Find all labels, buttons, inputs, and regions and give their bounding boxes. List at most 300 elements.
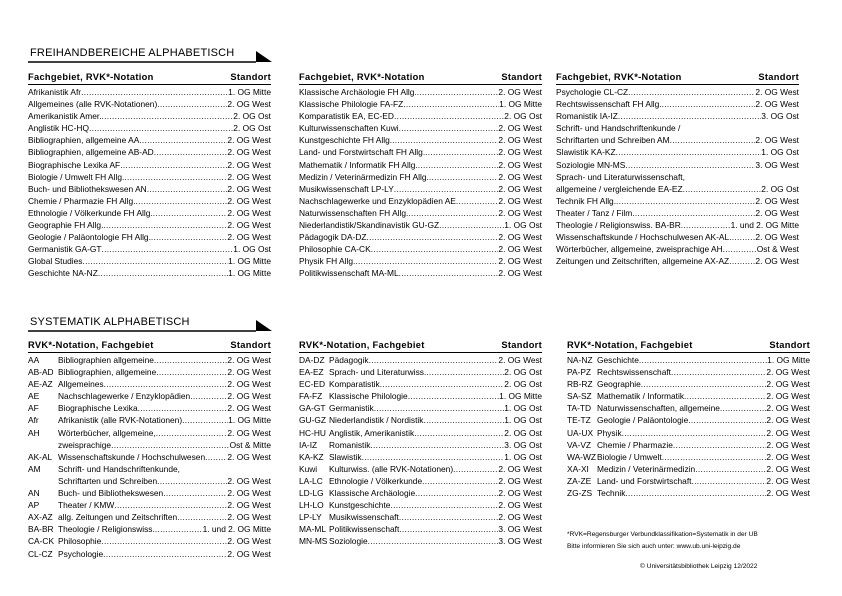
rvk-code: HC-HU <box>299 427 326 438</box>
rvk-code: FA-FZ <box>299 391 323 402</box>
location-label: 2. OG West <box>227 171 271 182</box>
table-row <box>299 535 542 547</box>
location-label: 2. OG West <box>498 135 542 146</box>
dot-leader <box>662 98 756 110</box>
subject-label: Wörterbücher, allgemeine, zweisprachige AH <box>556 244 723 255</box>
subject-label: Klassische Archäologie <box>329 488 416 499</box>
location-label: 3. OG West <box>755 159 799 170</box>
table-row <box>299 427 542 439</box>
location-label: 2. OG West <box>498 500 542 511</box>
table-row <box>28 535 271 547</box>
dot-leader <box>136 195 228 207</box>
dot-leader <box>81 86 228 98</box>
section-title: FREIHANDBEREICHE ALPHABETISCH <box>30 47 235 59</box>
subject-label: Kulturwissenschaften Kuwi <box>299 123 399 134</box>
table-row <box>28 378 271 390</box>
dot-leader <box>399 267 499 279</box>
freihand-column-2 <box>299 71 542 280</box>
dot-leader <box>190 390 227 402</box>
row-list <box>299 354 542 548</box>
table-row <box>299 195 542 207</box>
location-label: 2. OG West <box>227 355 271 365</box>
location-label: 2. OG West <box>227 367 271 378</box>
subject-label: Bibliographien allgemeine <box>58 355 154 365</box>
subject-label: Geographie FH Allg. <box>28 220 104 231</box>
dot-leader <box>89 122 233 134</box>
subject-label: Geologie / Paläontologie FH Allg. <box>28 232 151 243</box>
subject-label: Theologie / Religionswiss. <box>58 524 155 535</box>
location-label: 2. OG West <box>755 195 799 206</box>
dot-leader <box>399 122 499 134</box>
dot-leader <box>153 207 228 219</box>
rvk-code: TE-TZ <box>567 415 591 426</box>
subject-label: Allgemeines <box>58 379 104 390</box>
subject-label: Psychologie <box>58 548 104 559</box>
column-header <box>556 71 799 85</box>
subject-label: Klassische Archäologie FH Allg. <box>299 87 417 97</box>
location-label: 2. OG West <box>498 512 542 523</box>
location-label: 2. OG West <box>766 488 810 499</box>
rvk-code: Afr <box>28 415 39 426</box>
column-header-left: RVK*-Notation, Fachgebiet <box>299 340 425 350</box>
subject-label: Biographische Lexika <box>58 403 138 414</box>
dot-leader <box>156 427 228 439</box>
dot-leader <box>403 98 499 110</box>
table-row <box>299 86 542 98</box>
subject-label: Slawistik KA-KZ <box>556 147 616 158</box>
subject-label: Schrift- und Handschriftenkunde, <box>58 463 180 474</box>
table-row <box>28 463 271 475</box>
dot-leader <box>111 439 230 451</box>
table-row <box>299 231 542 243</box>
location-label: 2. OG West <box>498 244 542 255</box>
location-label: 2. OG West <box>227 135 271 146</box>
table-row <box>28 255 271 267</box>
location-label: 2. OG West <box>766 415 810 426</box>
dot-leader <box>408 207 498 219</box>
location-label: 2. OG Ost <box>233 123 271 134</box>
location-label: 2. OG West <box>227 475 271 486</box>
table-row <box>28 390 271 402</box>
column-header <box>28 339 271 353</box>
table-row <box>28 231 271 243</box>
location-label: 2. OG Ost <box>761 183 799 194</box>
subject-label: Schrift- und Handschriftenkunde / <box>556 123 681 134</box>
column-header-left: Fachgebiet, RVK*-Notation <box>556 72 682 82</box>
table-row <box>28 354 271 366</box>
rvk-code: CL-CZ <box>28 548 53 559</box>
rvk-code: AA <box>28 355 40 365</box>
dot-leader <box>723 243 757 255</box>
location-label: 2. OG West <box>498 195 542 206</box>
dot-leader <box>103 548 227 560</box>
table-row <box>299 463 542 475</box>
dot-leader <box>367 231 499 243</box>
systematik-column-2 <box>299 339 542 548</box>
subject-label: Psychologie CL-CZ <box>556 87 629 97</box>
location-label: 2. OG West <box>227 427 271 438</box>
table-row <box>556 219 799 231</box>
table-row <box>299 475 542 487</box>
table-row <box>567 378 810 390</box>
table-row <box>567 402 810 414</box>
dot-leader <box>102 110 234 122</box>
subject-label: Ethnologie / Völkerkunde FH Allg. <box>28 207 153 218</box>
location-label: 1. OG Ost <box>504 415 542 426</box>
dot-leader <box>639 354 767 366</box>
subject-label: Philosophie CA-CK <box>299 244 371 255</box>
dot-leader <box>371 243 499 255</box>
row-list <box>556 86 799 267</box>
table-row <box>299 255 542 267</box>
rvk-code: DA-DZ <box>299 355 325 365</box>
subject-label: Afrikanistik Afr <box>28 87 82 97</box>
subject-label: Anglistik HC-HQ <box>28 123 89 134</box>
subject-label: Kulturwiss. (alle RVK-Notationen) <box>329 463 454 474</box>
location-label: 2. OG West <box>755 207 799 218</box>
dot-leader <box>156 366 227 378</box>
column-header-right: Standort <box>501 72 542 82</box>
table-row <box>556 207 799 219</box>
column-header-left: RVK*-Notation, Fachgebiet <box>567 340 693 350</box>
rvk-code: KA-KZ <box>299 451 324 462</box>
location-label: 2. OG West <box>227 379 271 390</box>
dot-leader <box>729 255 755 267</box>
dot-leader <box>456 195 499 207</box>
table-row <box>567 390 810 402</box>
dot-leader <box>205 451 227 463</box>
subject-label: Politikwissenschaft MA-ML <box>299 268 399 279</box>
subject-label: Rechtswissenschaft FH Allg. <box>556 99 662 110</box>
dot-leader <box>154 354 227 366</box>
dot-leader <box>124 171 227 183</box>
rvk-code: LA-LC <box>299 475 323 486</box>
location-label: 3. OG Ost <box>761 111 799 122</box>
dot-leader <box>390 499 498 511</box>
rvk-code: WA-WZ <box>567 451 596 462</box>
row-list <box>28 86 271 280</box>
location-label: 1. und 2. OG Mitte <box>730 220 799 231</box>
location-label: 2. OG West <box>498 207 542 218</box>
dot-leader <box>671 366 766 378</box>
dot-leader <box>426 366 504 378</box>
table-row <box>299 402 542 414</box>
location-label: 2. OG West <box>766 475 810 486</box>
row-list <box>28 354 271 560</box>
subject-label: Geschichte <box>597 355 639 365</box>
location-label: 1. OG Ost <box>233 244 271 255</box>
table-row <box>28 183 271 195</box>
rvk-code: EC-ED <box>299 379 326 390</box>
subject-label: Politikwissenschaft <box>329 524 400 535</box>
table-row <box>567 366 810 378</box>
subject-label: Slawistik <box>329 451 362 462</box>
dot-leader <box>362 451 505 463</box>
subject-label: Komparatistik <box>329 379 380 390</box>
table-row <box>556 98 799 110</box>
location-label: 1. OG Mitte <box>228 87 271 97</box>
subject-label: Theater / Tanz / Film <box>556 207 633 218</box>
rvk-code: VA-VZ <box>567 439 592 450</box>
dot-leader <box>394 110 504 122</box>
location-label: 1. OG Ost <box>504 451 542 462</box>
dot-leader <box>422 475 498 487</box>
subject-label: Land- und Forstwirtschaft <box>597 475 692 486</box>
rvk-code: SA-SZ <box>567 391 592 402</box>
table-row <box>567 414 810 426</box>
subject-label: zweisprachige <box>58 439 112 450</box>
table-row <box>299 267 542 279</box>
subject-label: Sprach- und Literaturwissenschaft, <box>556 171 685 182</box>
subject-label: Germanistik GA-GT <box>28 244 102 255</box>
dot-leader <box>729 231 755 243</box>
dot-leader <box>453 463 498 475</box>
subject-label: Geographie <box>597 379 641 390</box>
location-label: 3. OG West <box>498 536 542 547</box>
dot-leader <box>673 439 767 451</box>
location-label: 2. OG West <box>498 183 542 194</box>
dot-leader <box>692 475 767 487</box>
table-row <box>28 475 271 487</box>
subject-label: Bibliographien, allgemeine AB-AD <box>28 147 154 158</box>
subject-label: Theologie / Religionswiss. BA-BR <box>556 220 681 231</box>
dot-leader <box>418 159 499 171</box>
dot-leader <box>399 523 498 535</box>
table-row <box>299 243 542 255</box>
rvk-code: AP <box>28 500 40 511</box>
table-row <box>567 463 810 475</box>
location-label: 3. OG West <box>498 524 542 535</box>
dot-leader <box>157 475 227 487</box>
location-label: 2. OG West <box>498 159 542 170</box>
rvk-code: AB-AD <box>28 367 54 378</box>
table-row <box>299 487 542 499</box>
dot-leader <box>374 402 505 414</box>
subject-label: Land- und Forstwirtschaft FH Allg. <box>299 147 426 158</box>
dot-leader <box>120 159 227 171</box>
dot-leader <box>369 354 499 366</box>
location-label: 1. OG Ost <box>504 403 542 414</box>
rvk-code: GU-GZ <box>299 415 326 426</box>
table-row <box>28 146 271 158</box>
table-row <box>28 548 271 560</box>
location-label: 1. OG Mitte <box>228 268 271 279</box>
subject-label: Schriftarten und Schreiben AM <box>556 135 670 146</box>
table-row <box>28 134 271 146</box>
subject-label: Afrikanistik (alle RVK-Notationen) <box>58 415 183 426</box>
column-header <box>28 71 271 85</box>
dot-leader <box>408 390 499 402</box>
rvk-code: GA-GT <box>299 403 326 414</box>
rvk-code: IA-IZ <box>299 439 318 450</box>
table-row <box>28 159 271 171</box>
location-label: 2. OG West <box>227 207 271 218</box>
location-label: 1. OG Mitte <box>228 415 271 426</box>
location-label: 2. OG West <box>766 463 810 474</box>
table-row <box>28 402 271 414</box>
dot-leader <box>368 535 499 547</box>
section-header-freihandbereiche <box>28 46 272 68</box>
subject-label: Musikwissenschaft <box>329 512 399 523</box>
column-header <box>299 339 542 353</box>
table-row <box>567 451 810 463</box>
subject-label: Wissenschaftskunde / Hochschulwesen <box>58 451 206 462</box>
rvk-code: AF <box>28 403 39 414</box>
table-row <box>299 523 542 535</box>
dot-leader <box>394 183 499 195</box>
table-row <box>28 243 271 255</box>
location-label: 2. OG West <box>227 99 271 110</box>
subject-label: Anglistik, Amerikanistik <box>329 427 415 438</box>
subject-label: Mathematik / Informatik FH Allg. <box>299 159 418 170</box>
subject-label: Soziologie MN-MS <box>556 159 626 170</box>
column-header-right: Standort <box>230 72 271 82</box>
dot-leader <box>683 183 762 195</box>
table-row <box>299 110 542 122</box>
dot-leader <box>98 267 228 279</box>
location-label: Ost & West <box>756 244 799 255</box>
rvk-code: AX-AZ <box>28 512 53 523</box>
dot-leader <box>720 402 767 414</box>
subject-label: Chemie / Pharmazie FH Allg. <box>28 195 136 206</box>
dot-leader <box>439 219 504 231</box>
rvk-code: CA-CK <box>28 536 55 547</box>
subject-label: Medizin / Veterinärmedizin <box>597 463 696 474</box>
column-header-left: RVK*-Notation, Fachgebiet <box>28 340 154 350</box>
table-row <box>567 354 810 366</box>
location-label: 2. OG West <box>227 403 271 414</box>
table-row <box>556 159 799 171</box>
table-row <box>28 171 271 183</box>
dot-leader <box>82 255 228 267</box>
location-label: 2. OG West <box>755 87 799 97</box>
freihand-column-3 <box>556 71 799 267</box>
dot-leader <box>616 195 755 207</box>
table-row <box>299 354 542 366</box>
subject-label: Technik FH Allg. <box>556 195 617 206</box>
dot-leader <box>662 451 767 463</box>
subject-label: Bibliographien, allgemeine <box>58 367 157 378</box>
table-row <box>556 110 799 122</box>
subject-label: Sprach- und Literaturwiss. <box>329 367 427 378</box>
location-label: 2. OG West <box>498 123 542 134</box>
dot-leader <box>625 159 755 171</box>
row-list <box>299 86 542 280</box>
dot-leader <box>102 243 234 255</box>
subject-label: allg. Zeitungen und Zeitschriften <box>58 512 178 523</box>
rvk-code: RB-RZ <box>567 379 593 390</box>
table-row <box>556 122 799 134</box>
location-label: 1. OG Ost <box>761 147 799 158</box>
table-row <box>299 366 542 378</box>
column-header-left: Fachgebiet, RVK*-Notation <box>28 72 154 82</box>
table-row <box>299 146 542 158</box>
subject-label: Klassische Philologie FA-FZ <box>299 99 404 110</box>
table-row <box>28 451 271 463</box>
location-label: 2. OG West <box>766 391 810 402</box>
subject-label: Geologie / Paläontologie <box>597 415 689 426</box>
table-row <box>28 110 271 122</box>
subject-label: Wissenschaftskunde / Hochschulwesen AK-AL <box>556 232 730 243</box>
table-row <box>567 487 810 499</box>
location-label: 1. OG Mitte <box>499 99 542 110</box>
location-label: 2. OG Ost <box>233 111 271 122</box>
dot-leader <box>429 171 499 183</box>
subject-label: Soziologie <box>329 536 368 547</box>
column-header-right: Standort <box>758 72 799 82</box>
table-row <box>28 439 271 451</box>
dot-leader <box>628 86 755 98</box>
table-row <box>299 183 542 195</box>
subject-label: Medizin / Veterinärmedizin FH Allg. <box>299 171 429 182</box>
subject-label: Naturwissenschaften, allgemeine <box>597 403 720 414</box>
table-row <box>556 171 799 183</box>
table-row <box>299 451 542 463</box>
location-label: 2. OG West <box>755 256 799 267</box>
table-row <box>28 267 271 279</box>
dot-leader <box>616 146 762 158</box>
location-label: 2. OG West <box>227 220 271 231</box>
dot-leader <box>670 134 756 146</box>
location-label: 2. OG West <box>498 147 542 158</box>
table-row <box>28 122 271 134</box>
dot-leader <box>632 207 755 219</box>
dot-leader <box>163 487 227 499</box>
rvk-code: XA-XI <box>567 463 589 474</box>
table-row <box>556 183 799 195</box>
dot-leader <box>392 134 498 146</box>
rvk-code: MN-MS <box>299 536 328 547</box>
dot-leader <box>425 146 498 158</box>
table-row <box>28 499 271 511</box>
location-label: 3. OG Ost <box>504 439 542 450</box>
location-label: 2. OG West <box>755 135 799 146</box>
location-label: 2. OG West <box>766 379 810 390</box>
dot-leader <box>414 427 504 439</box>
location-label: 1. OG Mitte <box>767 355 810 365</box>
location-label: 2. OG West <box>498 171 542 182</box>
table-row <box>28 523 271 535</box>
section-title: SYSTEMATIK ALPHABETISCH <box>30 316 190 328</box>
location-label: 1. OG Ost <box>504 220 542 231</box>
systematik-column-1 <box>28 339 271 560</box>
location-label: 2. OG West <box>227 451 271 462</box>
rvk-code: EA-EZ <box>299 367 324 378</box>
subject-label: Biologie / Umwelt FH Allg. <box>28 171 125 182</box>
rvk-code: LD-LG <box>299 488 324 499</box>
dot-leader <box>355 255 498 267</box>
subject-label: Biologie / Umwelt <box>597 451 662 462</box>
location-label: 2. OG West <box>766 367 810 378</box>
subject-label: Allgemeines (alle RVK-Notationen) <box>28 99 158 110</box>
location-label: 2. OG West <box>498 488 542 499</box>
subject-label: Amerikanistik Amer. <box>28 111 102 122</box>
subject-label: Kunstgeschichte FH Allg. <box>299 135 393 146</box>
location-label: 2. OG West <box>766 439 810 450</box>
subject-label: Philosophie <box>58 536 102 547</box>
dot-leader <box>177 511 227 523</box>
table-row <box>299 171 542 183</box>
dot-leader <box>103 219 227 231</box>
column-header-left: Fachgebiet, RVK*-Notation <box>299 72 425 82</box>
table-row <box>28 195 271 207</box>
rvk-code: AH <box>28 427 40 438</box>
dot-leader <box>399 511 499 523</box>
column-header-right: Standort <box>230 340 271 350</box>
table-row <box>556 146 799 158</box>
subject-label: Physik FH Allg. <box>299 256 356 267</box>
subject-label: Zeitungen und Zeitschriften, allgemeine AX-AZ <box>556 256 730 267</box>
